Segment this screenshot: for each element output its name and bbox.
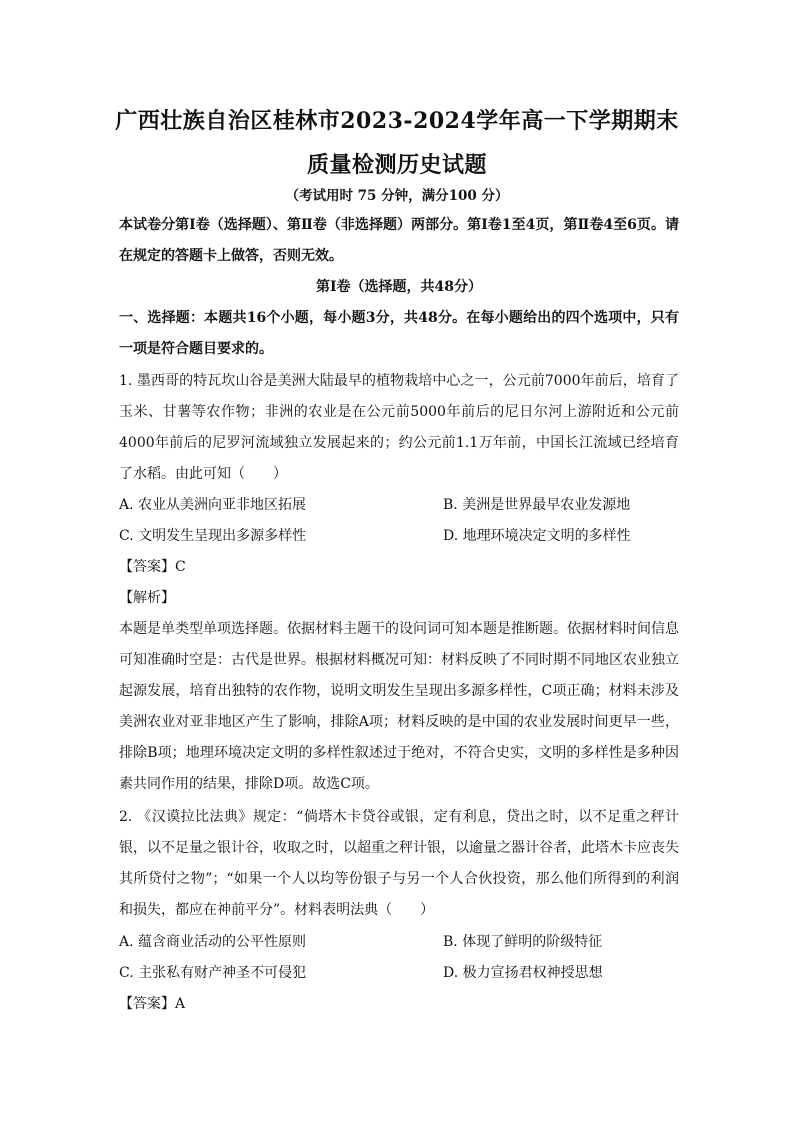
question-2-option-a: A. 蕴含商业活动的公平性原则 [119, 934, 307, 950]
exam-time-note: （考试用时 75 分钟，满分100 分） [285, 188, 509, 204]
question-2-option-b: B. 体现了鲜明的阶级特征 [443, 934, 603, 950]
question-1-analysis-label: 【解析】 [119, 590, 175, 606]
question-1-answer: 【答案】C [119, 559, 186, 575]
document-title-line1: 广西壮族自治区桂林市2023-2024学年高一下学期期末 [115, 108, 679, 134]
question-1-option-c: C. 文明发生呈现出多源多样性 [119, 528, 307, 544]
question-2-option-d: D. 极力宣扬君权神授思想 [443, 965, 603, 981]
question-2-option-c: C. 主张私有财产神圣不可侵犯 [119, 965, 307, 981]
question-2-answer: 【答案】A [119, 996, 186, 1012]
question-1-stem: 1. 墨西哥的特瓦坎山谷是美洲大陆最早的植物栽培中心之一，公元前7000年前后，培育了玉米、甘薯等农作物；非洲的农业是在公元前5000年前后的尼日尔河上游附近和公元前4000年前后的尼罗河流域独立发展起来的；约公元前1.1万年前，中国长江流域已经培育了水稻。由此可知（ ） [119, 373, 679, 482]
question-1-option-d: D. 地理环境决定文明的多样性 [443, 528, 631, 544]
part1-heading: 第Ⅰ卷（选择题，共48分） [315, 279, 483, 295]
question-1-analysis: 本题是单类型单项选择题。依据材料主题干的设问词可知本题是推断题。依据材料时间信息可知准确时空是：古代是世界。根据材料概况可知：材料反映了不同时期不同地区农业独立起源发展，培育出独特的农作物，说明文明发生呈现出多源多样性，C项正确；材料未涉及美洲农业对亚非地区产生了影响，排除A项；材料反映的是中国的农业发展时间更早一些，排除B项；地理环境决定文明的多样性叙述过于绝对，不符合史实，文明的多样性是多种因素共同作用的结果，排除D项。故选C项。 [119, 621, 679, 792]
question-1-option-a: A. 农业从美洲向亚非地区拓展 [119, 497, 307, 513]
question-1-option-b: B. 美洲是世界最早农业发源地 [443, 497, 631, 513]
exam-intro: 本试卷分第Ⅰ卷（选择题）、第Ⅱ卷（非选择题）两部分。第Ⅰ卷1至4页，第Ⅱ卷4至6页。请在规定的答题卡上做答，否则无效。 [119, 217, 679, 264]
document-title-line2: 质量检测历史试题 [306, 152, 487, 178]
section-heading: 一、选择题：本题共16个小题，每小题3分，共48分。在每小题给出的四个选项中，只有一项是符合题目要求的。 [119, 310, 679, 357]
question-2-stem: 2. 《汉谟拉比法典》规定：“倘塔木卡贷谷或银，定有利息，贷出之时，以不足重之秤计银，以不足量之银计谷，收取之时，以超重之秤计银，以逾量之器计谷者，此塔木卡应丧失其所贷付之物”；“如果一个人以均等份银子与另一个人合伙投资，那么他们所得到的利润和损失，都应在神前平分”。材料表明法典（ ） [119, 809, 679, 918]
